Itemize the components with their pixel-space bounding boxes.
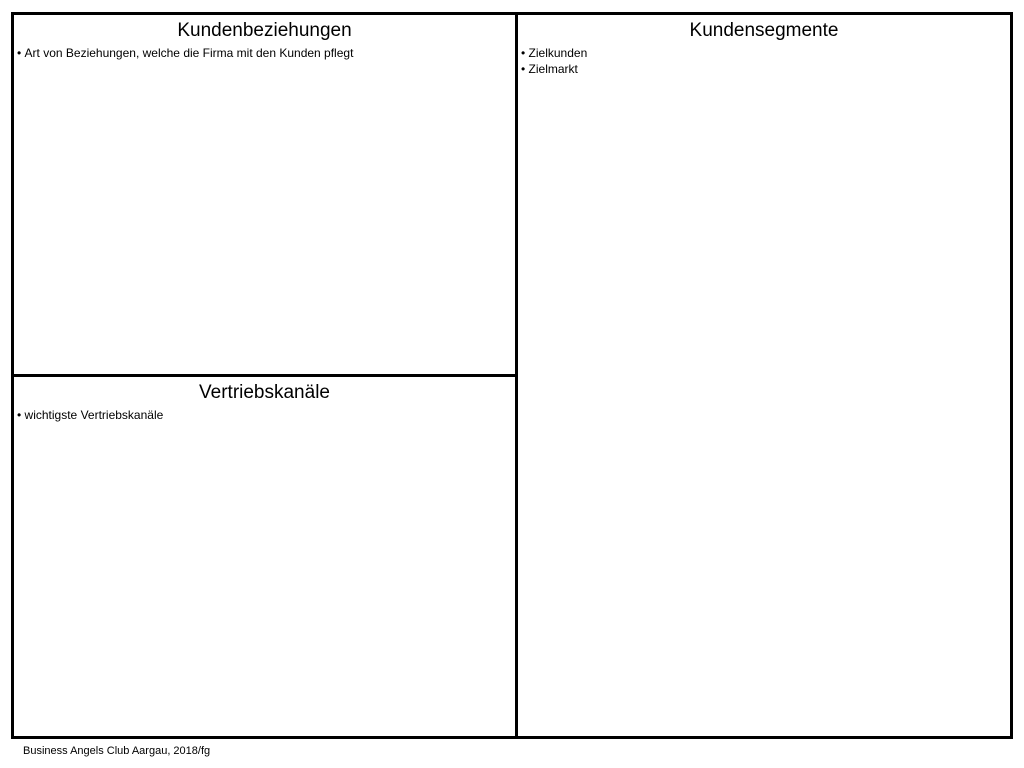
bullet-item: • Zielkunden — [521, 45, 1010, 61]
kundensegmente-section — [518, 15, 1010, 736]
bullet-item: • Zielmarkt — [521, 61, 1010, 77]
bullet-item: • wichtigste Vertriebskanäle — [17, 407, 515, 423]
footer-credit: Business Angels Club Aargau, 2018/fg — [23, 745, 211, 757]
vertriebskanaele-section — [14, 377, 518, 736]
bullet-item: • Art von Beziehungen, welche die Firma mit den Kunden pflegt — [17, 45, 515, 61]
kundenbeziehungen-section — [14, 15, 518, 377]
section-title: Vertriebskanäle — [199, 382, 330, 403]
bullet-list — [14, 407, 515, 423]
section-title: Kundensegmente — [689, 20, 839, 41]
business-model-canvas — [11, 12, 1013, 739]
bullet-list — [518, 45, 1010, 77]
bullet-list — [14, 45, 515, 61]
section-title: Kundenbeziehungen — [177, 20, 352, 41]
